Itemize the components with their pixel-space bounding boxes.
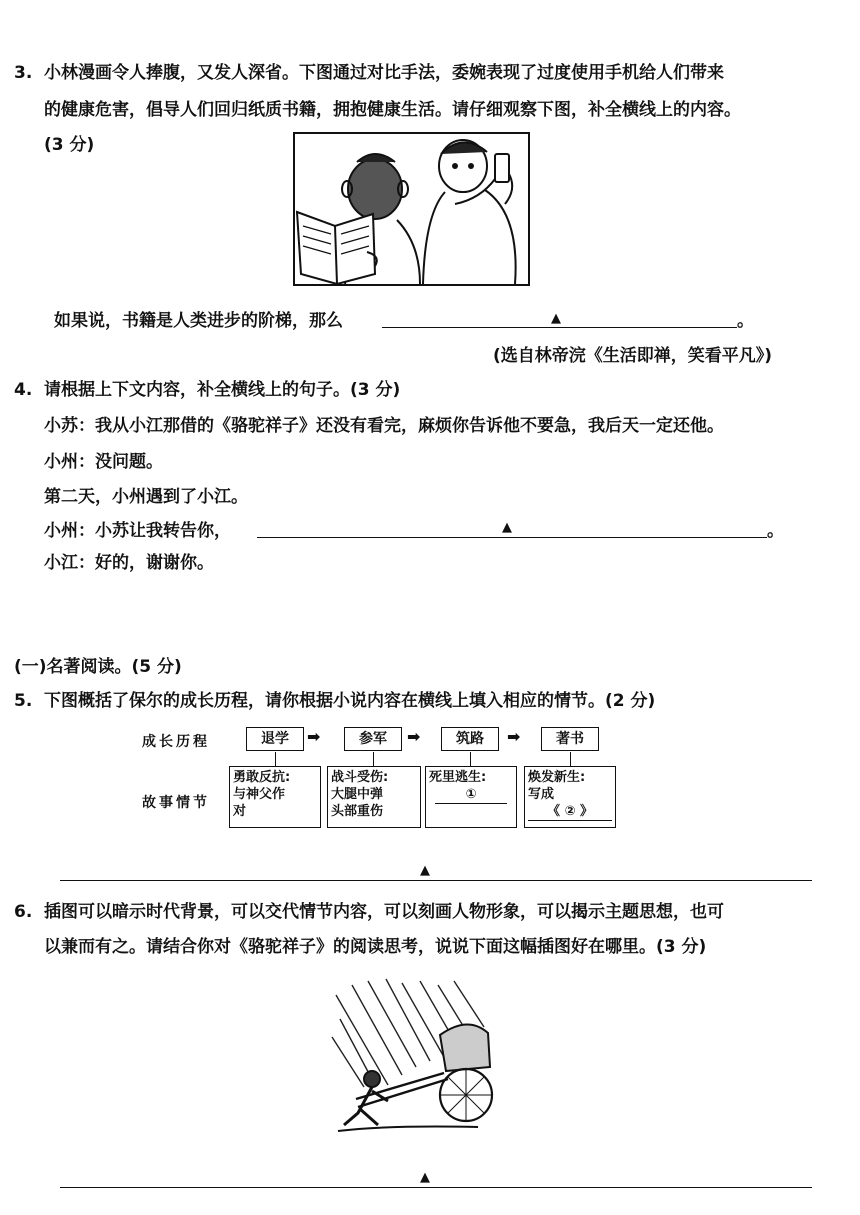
- q4-number: 4.: [14, 380, 33, 400]
- label-story-plot: 故事情节: [142, 795, 210, 811]
- q4-dialogue-3: 第二天，小州遇到了小江。: [44, 487, 248, 507]
- plot-box-2: 战斗受伤: 大腿中弹 头部重伤: [327, 766, 421, 828]
- q3-end-mark: 。: [737, 311, 754, 331]
- q3-prompt: 如果说，书籍是人类进步的阶梯，那么: [54, 311, 343, 331]
- phone: [495, 154, 509, 182]
- q3-text-line2: 的健康危害，倡导人们回归纸质书籍，拥抱健康生活。请仔细观察下图，补全横线上的内容。: [44, 100, 741, 120]
- q3-source: (选自林帝浣《生活即禅，笑看平凡》): [493, 346, 773, 366]
- q3-answer-line[interactable]: [382, 327, 737, 328]
- plot-box-1: 勇敢反抗: 与神父作 对: [229, 766, 321, 828]
- q4-dialogue-1: 小苏：我从小江那借的《骆驼祥子》还没有看完，麻烦你告诉他不要急，我后天一定还他。: [44, 416, 724, 436]
- q4-dialogue-4: 小州：小苏让我转告你，: [44, 521, 231, 541]
- blank-2[interactable]: 《 ② 》: [528, 803, 612, 821]
- q4-dialogue-5: 小江：好的，谢谢你。: [44, 553, 214, 573]
- stage-box-4: 著书: [541, 727, 599, 751]
- reader-head: [348, 159, 402, 219]
- q5-answer-marker: ▲: [420, 863, 430, 878]
- puller-head: [364, 1071, 380, 1087]
- q3-number: 3.: [14, 63, 33, 83]
- q6-answer-marker: ▲: [420, 1170, 430, 1185]
- q6-text-line2: 以兼而有之。请结合你对《骆驼祥子》的阅读思考，说说下面这幅插图好在哪里。(3 分): [44, 937, 707, 957]
- q6-answer-line[interactable]: [60, 1187, 812, 1188]
- q6-text-line1: 插图可以暗示时代背景，可以交代情节内容，可以刻画人物形象，可以揭示主题思想，也可: [44, 902, 724, 922]
- arrow-right-icon: ➡: [307, 727, 321, 746]
- q4-instruction: 请根据上下文内容，补全横线上的句子。(3 分): [44, 380, 401, 400]
- comic-illustration: [293, 132, 530, 286]
- arrow-right-icon: ➡: [507, 727, 521, 746]
- connector: [570, 752, 571, 766]
- section-title: (一)名著阅读。(5 分): [14, 657, 182, 677]
- rickshaw-illustration: [328, 975, 500, 1147]
- q4-dialogue-2: 小州：没问题。: [44, 452, 163, 472]
- stage-box-1: 退学: [246, 727, 304, 751]
- q5-instruction: 下图概括了保尔的成长历程，请你根据小说内容在横线上填入相应的情节。(2 分): [44, 691, 656, 711]
- plot-box-4: 焕发新生: 写成 《 ② 》: [524, 766, 616, 828]
- q6-number: 6.: [14, 902, 33, 922]
- q5-answer-line[interactable]: [60, 880, 812, 881]
- q4-answer-line[interactable]: [257, 537, 767, 538]
- q4-end-mark: 。: [767, 521, 784, 541]
- q3-text-line1: 小林漫画令人捧腹，又发人深省。下图通过对比手法，委婉表现了过度使用手机给人们带来: [44, 63, 724, 83]
- comic-drawing: [295, 134, 528, 284]
- stage-box-3: 筑路: [441, 727, 499, 751]
- q5-number: 5.: [14, 691, 33, 711]
- blank-1[interactable]: ①: [435, 786, 507, 804]
- label-growth-stage: 成长历程: [142, 734, 210, 750]
- plot-box-3: 死里逃生: ①: [425, 766, 517, 828]
- stage-box-2: 参军: [344, 727, 402, 751]
- arrow-right-icon: ➡: [407, 727, 421, 746]
- q3-answer-marker: ▲: [551, 311, 561, 326]
- connector: [373, 752, 374, 766]
- connector: [470, 752, 471, 766]
- q3-points: (3 分): [44, 135, 95, 155]
- connector: [275, 752, 276, 766]
- q4-answer-marker: ▲: [502, 520, 512, 535]
- rickshaw-canopy: [440, 1024, 490, 1071]
